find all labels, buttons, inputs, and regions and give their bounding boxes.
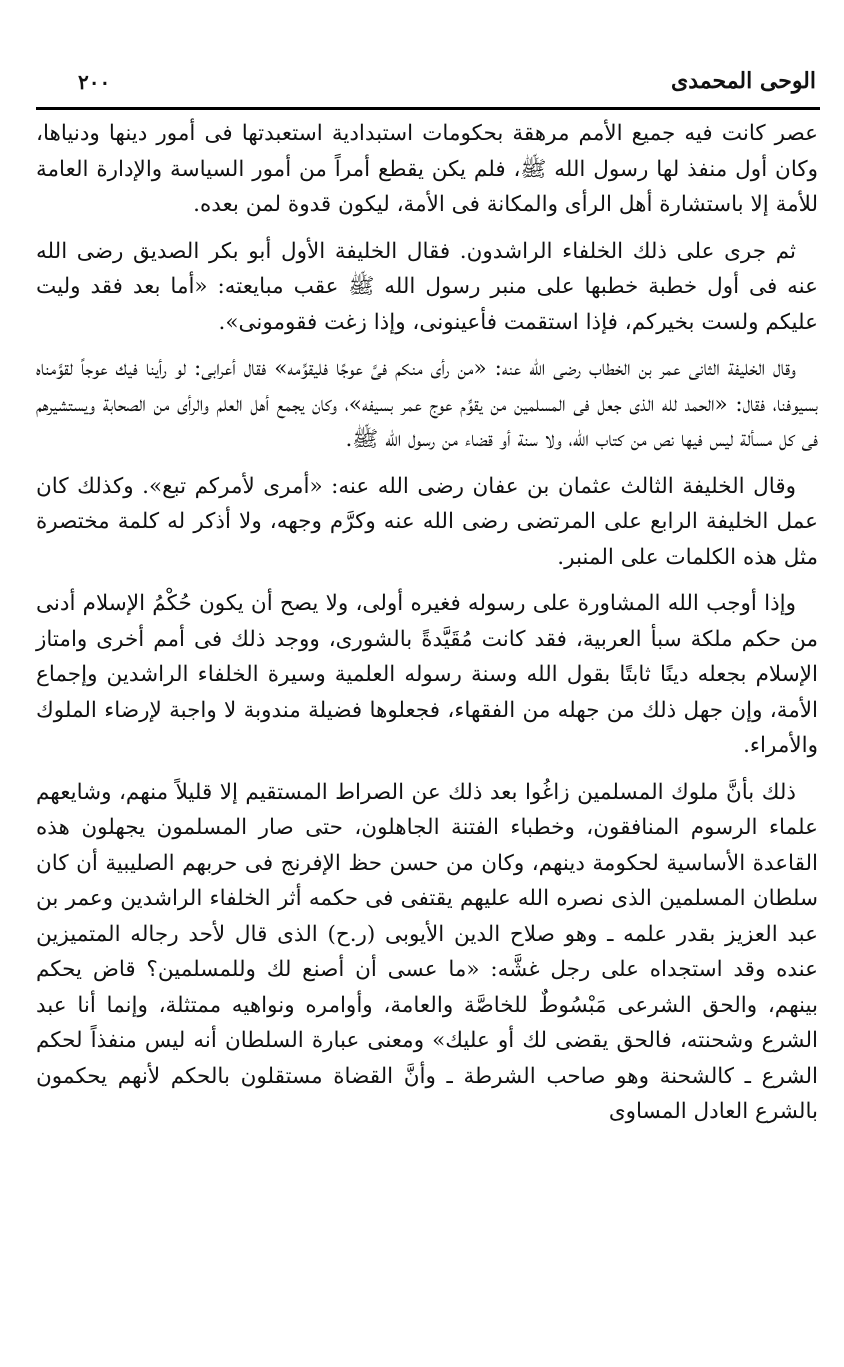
paragraph: عصر كانت فيه جميع الأمم مرهقة بحكومات استبدادية استعبدتها فى أمور دينها ودنياها، وكان أول منفذ لها رسول الله ﷺ، فلم يكن يقطع أمراً من أمور السياسة والإدارة العامة للأمة إلا باستشارة أهل الرأى والمكانة فى الأمة، ليكون قدوة لمن بعده. (36, 121, 818, 217)
running-header (38, 66, 816, 106)
paragraph: ذلك بأنَّ ملوك المسلمين زاغُوا بعد ذلك عن الصراط المستقيم إلا قليلاً منهم، وشايعهم علماء الرسوم المنافقون، وخطباء الفتنة الجاهلون، حتى صار المسلمون يجهلون هذه القاعدة الأساسية لحكومة دينهم، وكان من حسن حظ الإفرنج فى حربهم الصليبية أن كان سلطان المسلمين الذى نصره الله عليهم يقتفى فى حكمه أثر الخلفاء الراشدين وعمر بن عبد العزيز بقدر علمه ـ وهو صلاح الدين الأيوبى (ر.ح) الذى قال لأحد رجاله المتميزين عنده وقد استجداه على رجل غشَّه: «ما عسى أن أصنع لك وللمسلمين؟ قاض يحكم بينهم، والحق الشرعى مَبْسُوطٌ للخاصَّة والعامة، وأوامره ونواهيه ممتثلة، وإنما أنا عبد الشرع وشحنته، فالحق يقضى لك أو عليك» ومعنى عبارة السلطان أنه ليس منفذاً لحكم الشرع ـ كالشحنة وهو صاحب الشرطة ـ وأنَّ القضاة مستقلون بالحكم لأنهم يحكمون بالشرع العادل المساوى (36, 779, 818, 1124)
running-title: الوحى المحمدى (671, 68, 816, 94)
paragraph: وقال الخليفة الثانى عمر بن الخطاب رضى الله عنه: «من رأى منكم فىَّ عوجًا فليقوِّمه» فقال أعرابى: لو رأينا فيك عوجاً لقوَّمناه بسيوفنا، فقال: «الحمد لله الذى جعل فى المسلمين من يقوِّم عوج عمر بسيفه»، وكان يجمع أهل العلم والرأى من الصحابة ويستشيرهم فى كل مسألة ليس فيها نص من كتاب الله، ولا سنة أو قضاء من رسول الله ﷺ. (36, 356, 818, 452)
header-rule (36, 107, 820, 110)
paragraph: وقال الخليفة الثالث عثمان بن عفان رضى الله عنه: «أمرى لأمركم تبع». وكذلك كان عمل الخليفة الرابع على المرتضى رضى الله عنه وكرَّم وجهه، ولا أذكر له كلمة مختصرة مثل هذه الكلمات على المنبر. (36, 473, 818, 570)
paragraph: وإذا أوجب الله المشاورة على رسوله فغيره أولى، ولا يصح أن يكون حُكْمُ الإسلام أدنى من حكم ملكة سبأ العربية، فقد كانت مُقَيَّدةً بالشورى، ووجد ذلك فى أمم أخرى وامتاز الإسلام بجعله دينًا ثابتًا بقول الله وسنة رسوله العلمية وسيرة الخلفاء الراشدين وإجماع الأمة، وإن جهل ذلك من جهله من الفقهاء، فجعلوها فضيلة مندوبة لا واجبة لإرضاء الملوك والأمراء. (36, 591, 818, 758)
page-number: ٢٠٠ (78, 70, 111, 94)
paragraph: ثم جرى على ذلك الخلفاء الراشدون. فقال الخليفة الأول أبو بكر الصديق رضى الله عنه فى أول خطبة خطبها على منبر رسول الله ﷺ عقب مبايعته: «أما بعد فقد وليت عليكم ولست بخيركم، فإذا استقمت فأعينونى، وإذا زغت فقومونى». (36, 238, 818, 335)
body-text (36, 116, 818, 1141)
